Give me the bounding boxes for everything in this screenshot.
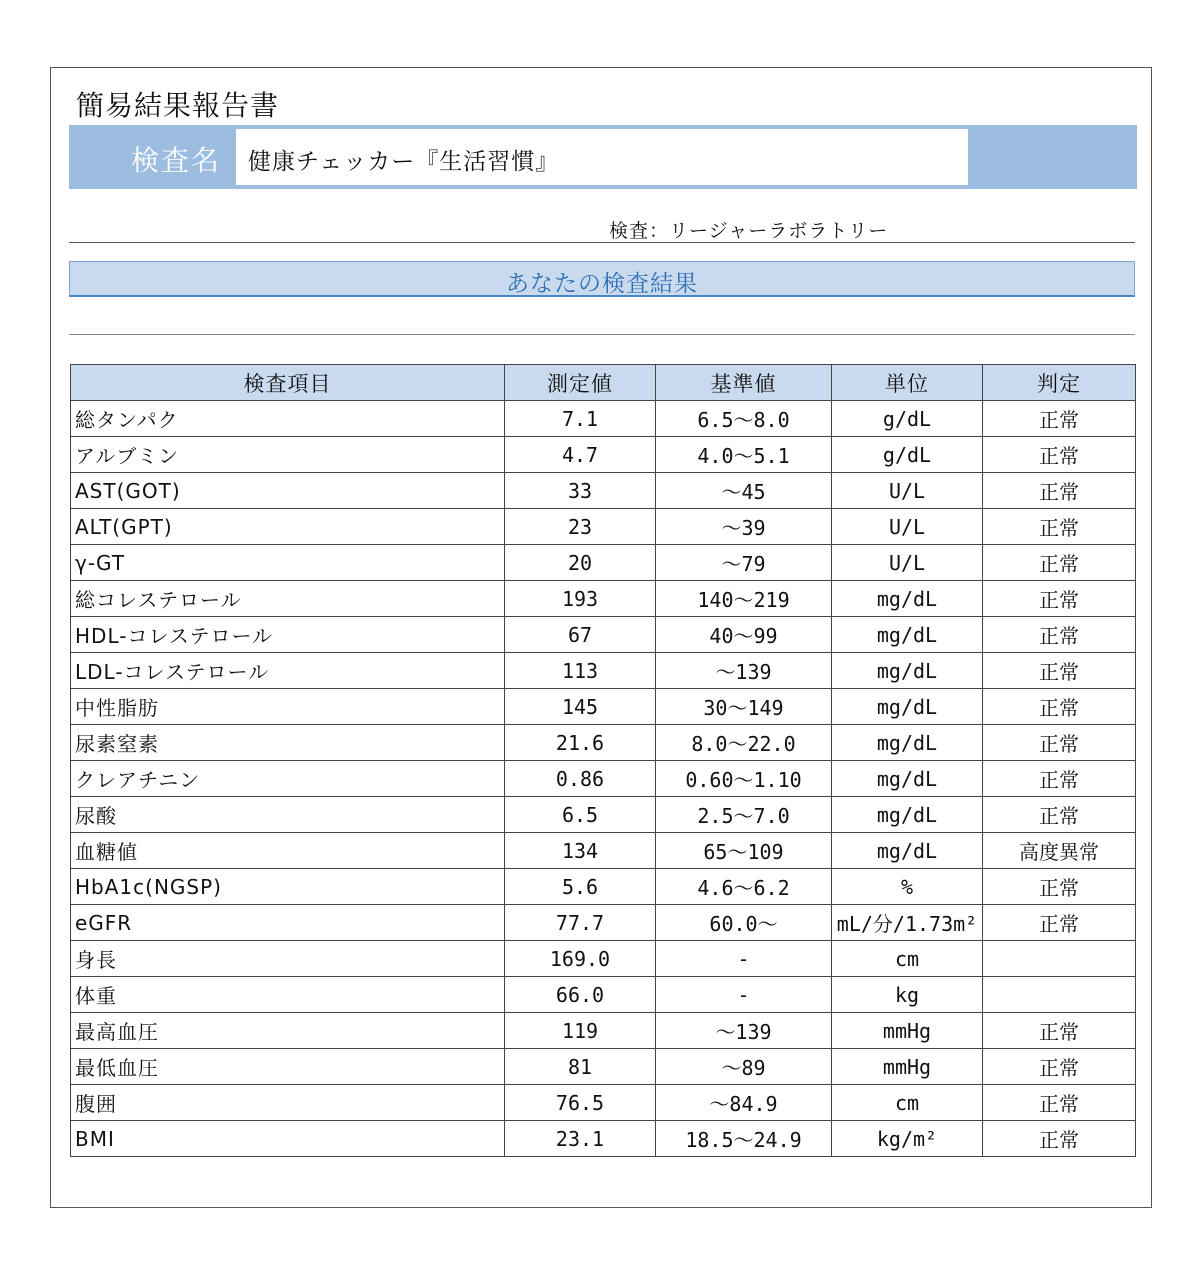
unit-cell: mmHg — [832, 1013, 983, 1049]
table-header-row — [71, 365, 1136, 401]
item-cell: HDL-コレステロール — [71, 617, 505, 653]
value-cell: 67 — [505, 617, 656, 653]
judgment-cell: 正常 — [983, 437, 1136, 473]
item-cell: LDL-コレステロール — [71, 653, 505, 689]
value-cell: 113 — [505, 653, 656, 689]
reference-cell: 〜79 — [656, 545, 832, 581]
unit-cell: kg/m² — [832, 1121, 983, 1157]
value-cell: 33 — [505, 473, 656, 509]
reference-cell: 8.0〜22.0 — [656, 725, 832, 761]
value-cell: 119 — [505, 1013, 656, 1049]
table-row — [71, 761, 1136, 797]
value-cell: 81 — [505, 1049, 656, 1085]
judgment-cell — [983, 941, 1136, 977]
unit-cell: mg/dL — [832, 761, 983, 797]
reference-cell: 〜39 — [656, 509, 832, 545]
judgment-cell: 正常 — [983, 1013, 1136, 1049]
reference-cell: 30〜149 — [656, 689, 832, 725]
reference-cell: 65〜109 — [656, 833, 832, 869]
judgment-cell: 正常 — [983, 581, 1136, 617]
unit-cell: mg/dL — [832, 689, 983, 725]
reference-cell: 〜139 — [656, 653, 832, 689]
judgment-cell: 正常 — [983, 473, 1136, 509]
exam-name-box — [236, 129, 968, 185]
table-row — [71, 437, 1136, 473]
table-row — [71, 725, 1136, 761]
reference-cell: 140〜219 — [656, 581, 832, 617]
reference-cell: - — [656, 977, 832, 1013]
unit-cell: kg — [832, 977, 983, 1013]
item-cell: γ-GT — [71, 545, 505, 581]
table-row — [71, 581, 1136, 617]
item-cell: 最低血圧 — [71, 1049, 505, 1085]
unit-cell: mg/dL — [832, 653, 983, 689]
judgment-cell: 正常 — [983, 653, 1136, 689]
item-cell: 体重 — [71, 977, 505, 1013]
item-cell: ALT(GPT) — [71, 509, 505, 545]
item-cell: 総タンパク — [71, 401, 505, 437]
divider — [69, 242, 1135, 243]
unit-cell: mg/dL — [832, 725, 983, 761]
judgment-cell: 正常 — [983, 617, 1136, 653]
divider — [69, 334, 1135, 335]
item-cell: 身長 — [71, 941, 505, 977]
reference-cell: 〜139 — [656, 1013, 832, 1049]
item-cell: HbA1c(NGSP) — [71, 869, 505, 905]
item-cell: クレアチニン — [71, 761, 505, 797]
judgment-cell: 正常 — [983, 905, 1136, 941]
reference-cell: 4.6〜6.2 — [656, 869, 832, 905]
unit-cell: mL/分/1.73m² — [832, 905, 983, 941]
value-cell: 4.7 — [505, 437, 656, 473]
judgment-cell: 正常 — [983, 1049, 1136, 1085]
unit-cell: cm — [832, 1085, 983, 1121]
report-title: 簡易結果報告書 — [76, 89, 280, 122]
unit-cell: cm — [832, 941, 983, 977]
table-row — [71, 653, 1136, 689]
reference-cell: 〜84.9 — [656, 1085, 832, 1121]
item-cell: 尿酸 — [71, 797, 505, 833]
unit-cell: mg/dL — [832, 833, 983, 869]
value-cell: 66.0 — [505, 977, 656, 1013]
judgment-cell: 正常 — [983, 1085, 1136, 1121]
table-row — [71, 473, 1136, 509]
header-value: 測定値 — [505, 365, 656, 401]
value-cell: 134 — [505, 833, 656, 869]
reference-cell: 18.5〜24.9 — [656, 1121, 832, 1157]
exam-name: 健康チェッカー『生活習慣』 — [248, 149, 560, 175]
value-cell: 76.5 — [505, 1085, 656, 1121]
item-cell: eGFR — [71, 905, 505, 941]
judgment-cell: 正常 — [983, 869, 1136, 905]
header-reference: 基準値 — [656, 365, 832, 401]
table-row — [71, 689, 1136, 725]
value-cell: 23.1 — [505, 1121, 656, 1157]
table-row — [71, 509, 1136, 545]
report-container — [50, 67, 1152, 1208]
table-row — [71, 1013, 1136, 1049]
header-unit: 単位 — [832, 365, 983, 401]
item-cell: 尿素窒素 — [71, 725, 505, 761]
judgment-cell: 正常 — [983, 797, 1136, 833]
item-cell: BMI — [71, 1121, 505, 1157]
table-row — [71, 617, 1136, 653]
reference-cell: 〜89 — [656, 1049, 832, 1085]
judgment-cell: 正常 — [983, 509, 1136, 545]
table-row — [71, 1121, 1136, 1157]
value-cell: 7.1 — [505, 401, 656, 437]
value-cell: 77.7 — [505, 905, 656, 941]
table-row — [71, 797, 1136, 833]
reference-cell: 6.5〜8.0 — [656, 401, 832, 437]
value-cell: 169.0 — [505, 941, 656, 977]
results-section-title: あなたの検査結果 — [506, 271, 698, 297]
judgment-cell — [983, 977, 1136, 1013]
unit-cell: mmHg — [832, 1049, 983, 1085]
unit-cell: U/L — [832, 473, 983, 509]
header-judgment: 判定 — [983, 365, 1136, 401]
table-row — [71, 1085, 1136, 1121]
unit-cell: U/L — [832, 509, 983, 545]
unit-cell: g/dL — [832, 437, 983, 473]
results-table-body — [71, 401, 1136, 1157]
unit-cell: % — [832, 869, 983, 905]
unit-cell: mg/dL — [832, 581, 983, 617]
table-row — [71, 545, 1136, 581]
value-cell: 23 — [505, 509, 656, 545]
value-cell: 5.6 — [505, 869, 656, 905]
table-row — [71, 1049, 1136, 1085]
header-item: 検査項目 — [71, 365, 505, 401]
item-cell: 最高血圧 — [71, 1013, 505, 1049]
reference-cell: 4.0〜5.1 — [656, 437, 832, 473]
reference-cell: 0.60〜1.10 — [656, 761, 832, 797]
unit-cell: mg/dL — [832, 617, 983, 653]
table-row — [71, 401, 1136, 437]
value-cell: 193 — [505, 581, 656, 617]
exam-label: 検査名 — [131, 144, 222, 177]
judgment-cell: 高度異常 — [983, 833, 1136, 869]
table-row — [71, 941, 1136, 977]
reference-cell: 〜45 — [656, 473, 832, 509]
judgment-cell: 正常 — [983, 545, 1136, 581]
item-cell: 総コレステロール — [71, 581, 505, 617]
exam-name-band — [69, 125, 1137, 189]
value-cell: 20 — [505, 545, 656, 581]
item-cell: 腹囲 — [71, 1085, 505, 1121]
unit-cell: U/L — [832, 545, 983, 581]
item-cell: 血糖値 — [71, 833, 505, 869]
judgment-cell: 正常 — [983, 401, 1136, 437]
reference-cell: 60.0〜 — [656, 905, 832, 941]
judgment-cell: 正常 — [983, 761, 1136, 797]
reference-cell: - — [656, 941, 832, 977]
item-cell: AST(GOT) — [71, 473, 505, 509]
table-row — [71, 905, 1136, 941]
judgment-cell: 正常 — [983, 725, 1136, 761]
lab-name: 検査：リージャーラボラトリー — [609, 220, 889, 242]
judgment-cell: 正常 — [983, 1121, 1136, 1157]
unit-cell: g/dL — [832, 401, 983, 437]
value-cell: 6.5 — [505, 797, 656, 833]
unit-cell: mg/dL — [832, 797, 983, 833]
table-row — [71, 977, 1136, 1013]
reference-cell: 40〜99 — [656, 617, 832, 653]
value-cell: 21.6 — [505, 725, 656, 761]
item-cell: アルブミン — [71, 437, 505, 473]
item-cell: 中性脂肪 — [71, 689, 505, 725]
value-cell: 145 — [505, 689, 656, 725]
results-table — [70, 364, 1136, 1157]
reference-cell: 2.5〜7.0 — [656, 797, 832, 833]
judgment-cell: 正常 — [983, 689, 1136, 725]
table-row — [71, 869, 1136, 905]
results-section-bar — [69, 261, 1135, 297]
value-cell: 0.86 — [505, 761, 656, 797]
table-row — [71, 833, 1136, 869]
